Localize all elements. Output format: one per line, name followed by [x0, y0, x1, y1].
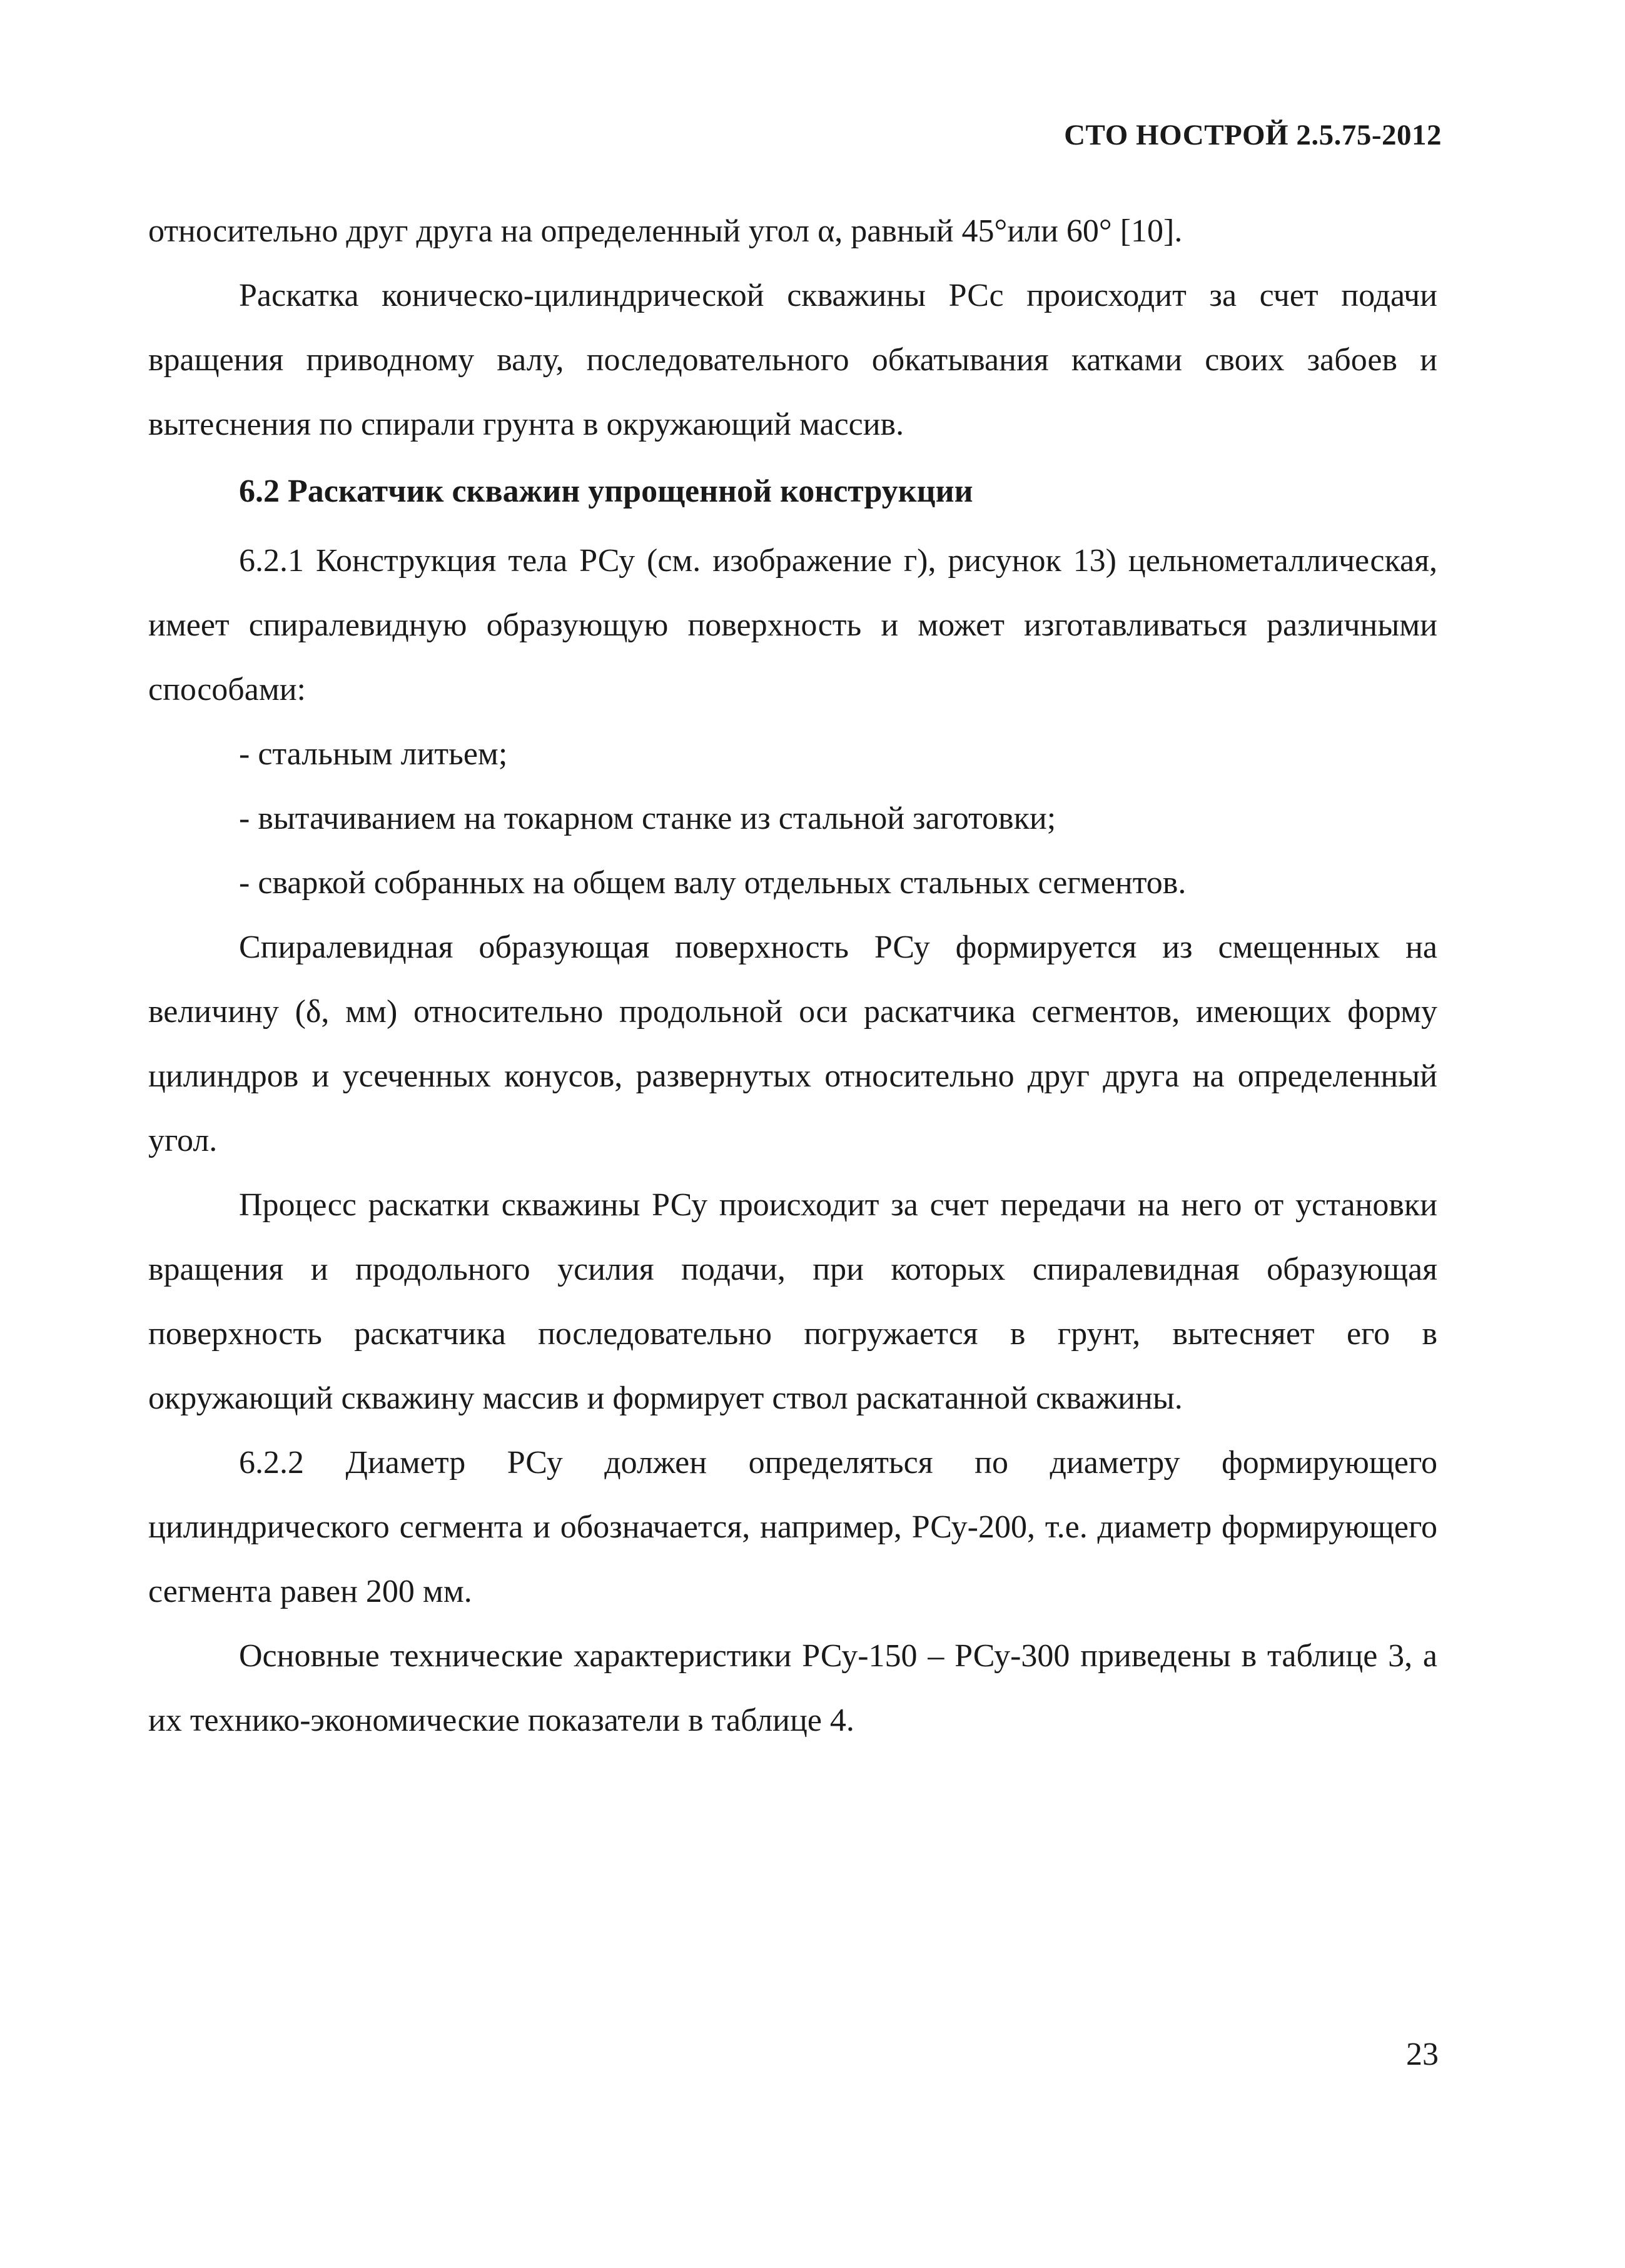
- paragraph-spiral-surface: Спиралевидная образующая поверхность РСу формируется из смещенных на величину (δ, мм) относительно продольной оси раскатчика сегментов, имеющих форму цилиндров и усеченных конусов, развернутых относительно друг друга на определенный угол.: [148, 929, 1437, 1158]
- list-item: - сваркой собранных на общем валу отдельных стальных сегментов.: [239, 865, 1187, 901]
- paragraph-rolling-conical: Раскатка коническо-цилиндрической скважины РСс происходит за счет подачи вращения приводному валу, последовательного обкатывания катками своих забоев и вытеснения по спирали грунта в окружающий массив.: [148, 278, 1437, 442]
- document-code-header: СТО НОСТРОЙ 2.5.75-2012: [1064, 119, 1442, 151]
- list-item: - вытачиванием на токарном станке из стальной заготовки;: [239, 801, 1056, 836]
- paragraph-continuation: относительно друг друга на определенный угол α, равный 45°или 60° [10].: [148, 213, 1183, 249]
- paragraph-rolling-process: Процесс раскатки скважины РСу происходит за счет передачи на него от установки вращения и продольного усилия подачи, при которых спиралевидная образующая поверхность раскатчика последовательно погружается в грунт, вытесняет его в окружающий скважину массив и формирует ствол раскатанной скважины.: [148, 1187, 1437, 1416]
- page-number: 23: [1406, 2037, 1439, 2072]
- paragraph-6-2-2: 6.2.2 Диаметр РСу должен определяться по диаметру формирующего цилиндрического сегмента и обозначается, например, РСу-200, т.е. диаметр формирующего сегмента равен 200 мм.: [148, 1445, 1437, 1609]
- list-item: - стальным литьем;: [239, 736, 508, 772]
- body-text: [148, 199, 1437, 1753]
- paragraph-6-2-1: 6.2.1 Конструкция тела РСу (см. изображение г), рисунок 13) цельнометаллическая, имеет спиралевидную образующую поверхность и может изготавливаться различными способами:: [148, 543, 1437, 707]
- paragraph-characteristics: Основные технические характеристики РСу-150 – РСу-300 приведены в таблице 3, а их технико-экономические показатели в таблице 4.: [148, 1638, 1437, 1738]
- section-heading: 6.2 Раскатчик скважин упрощенной конструкции: [239, 473, 973, 509]
